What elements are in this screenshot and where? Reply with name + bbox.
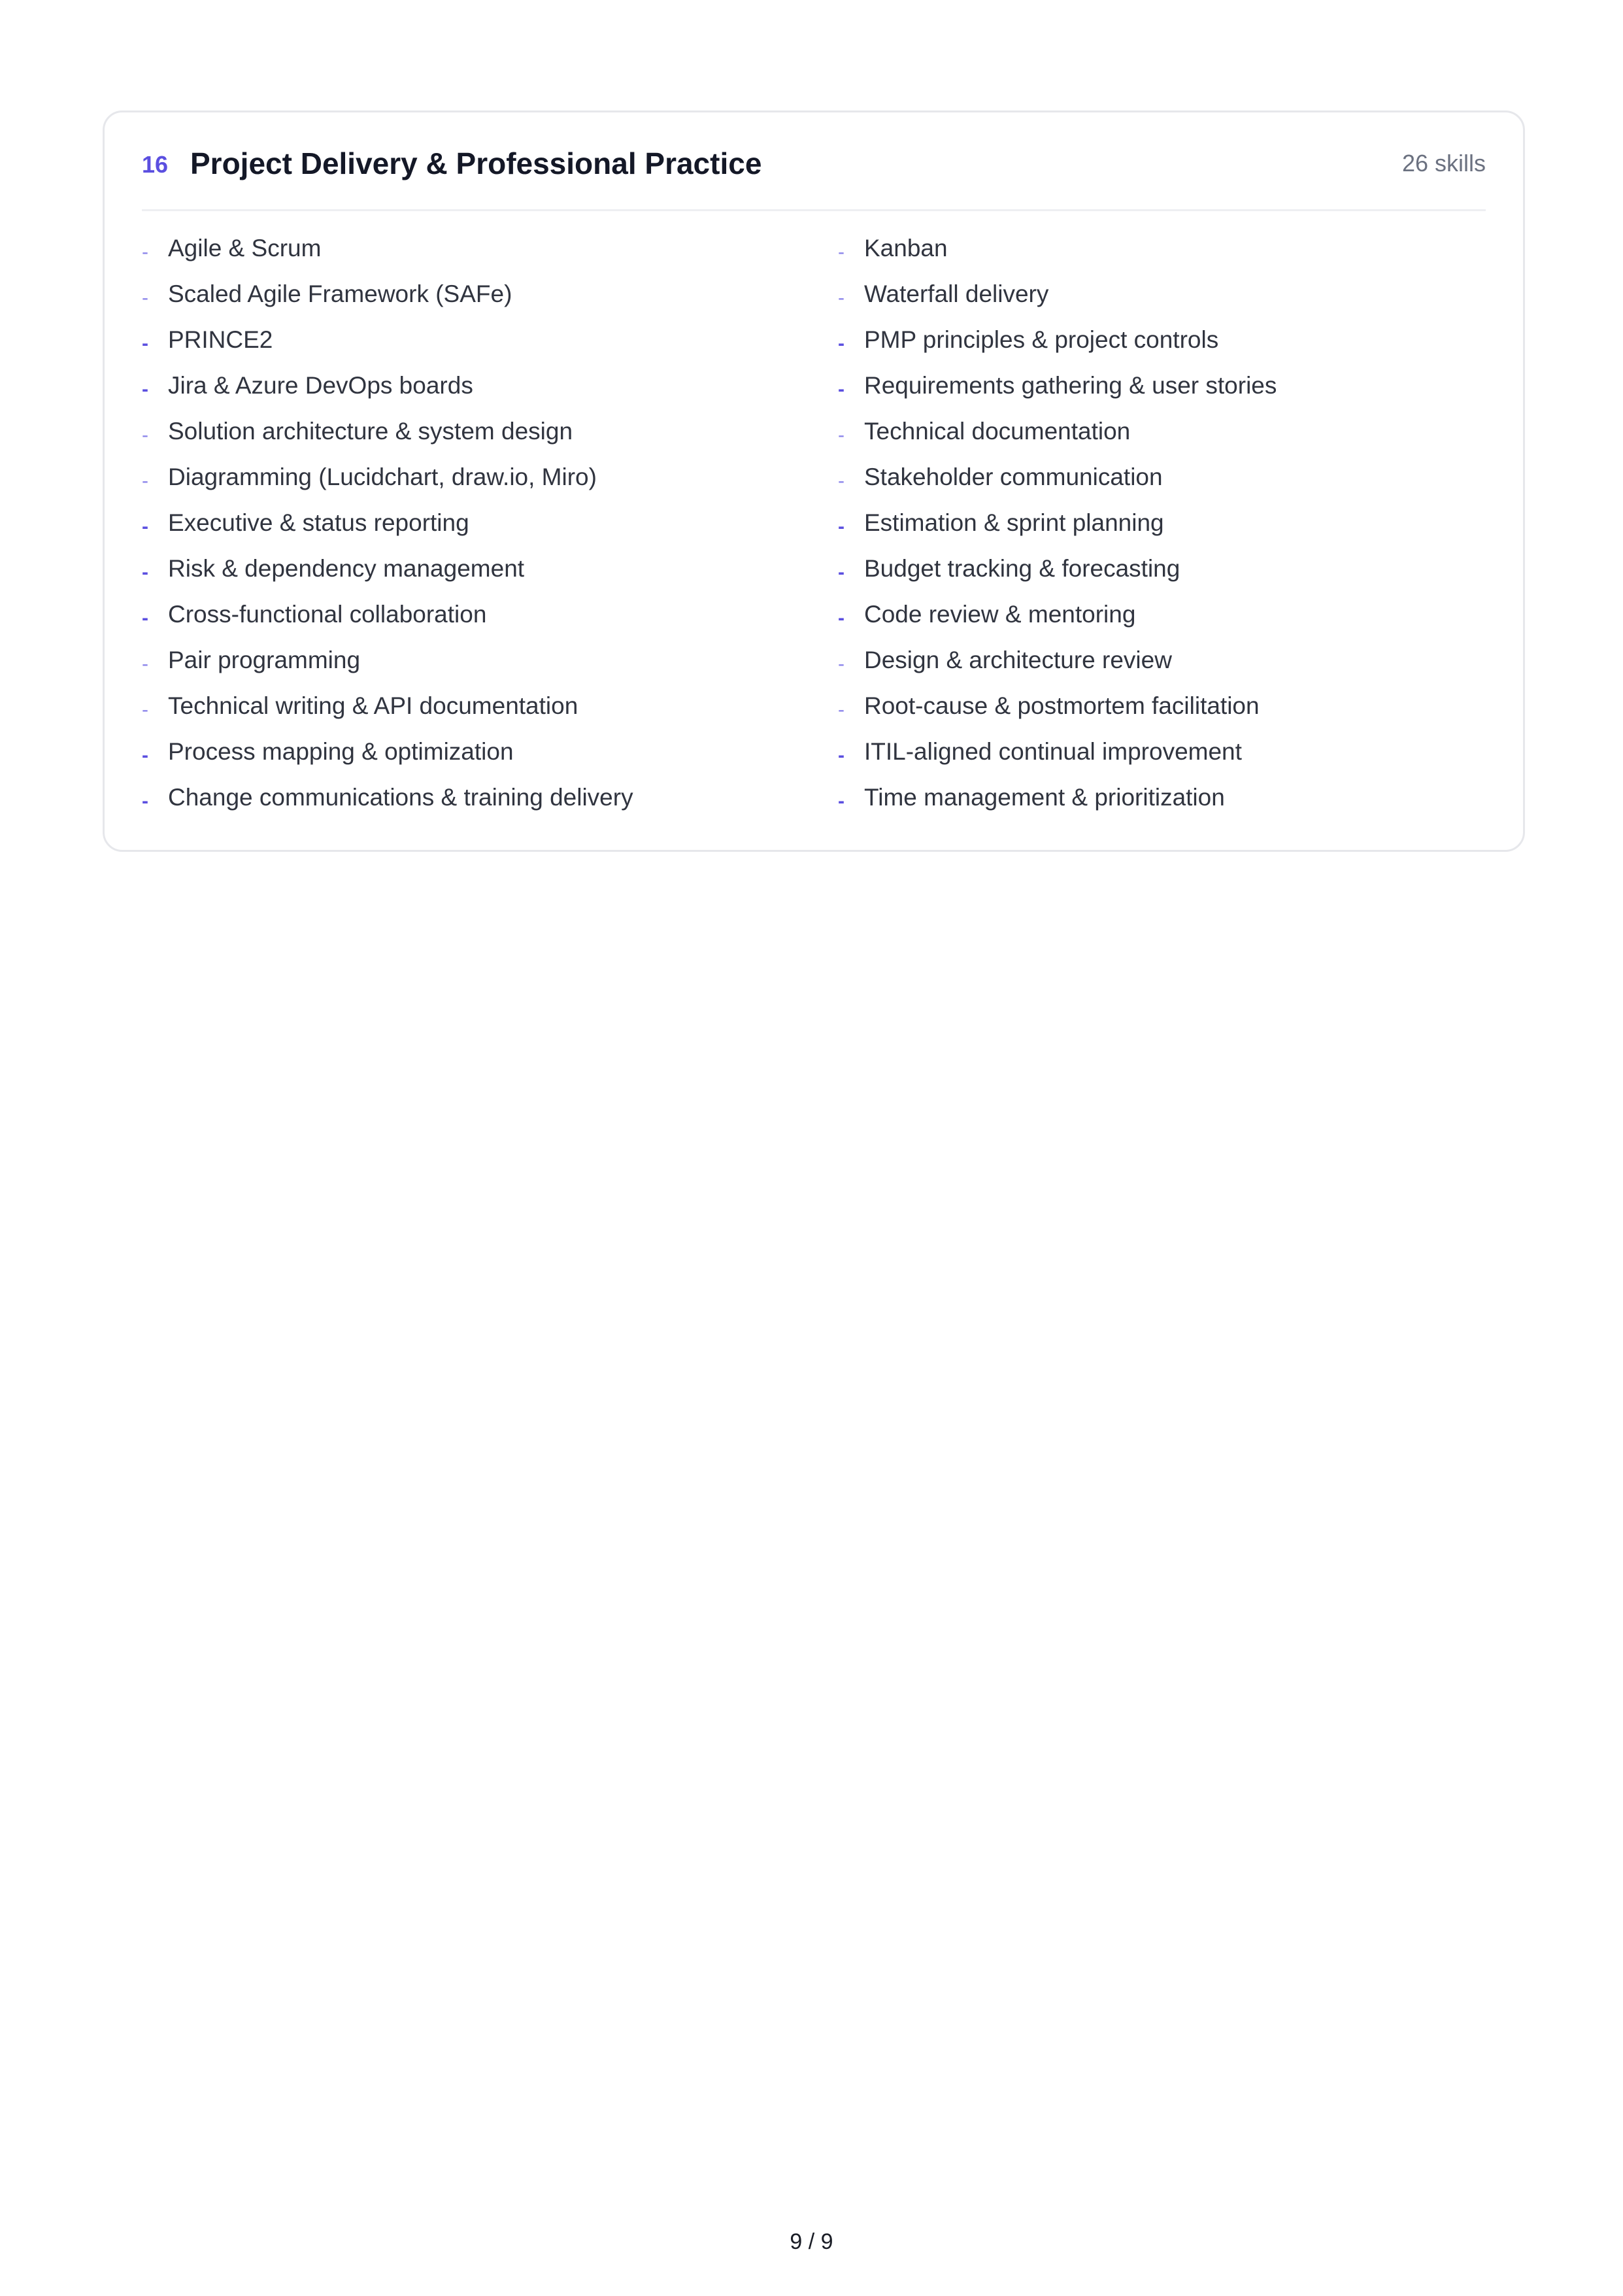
skill-label: PMP principles & project controls bbox=[864, 326, 1219, 353]
skill-count: 26 skills bbox=[1401, 150, 1486, 177]
skill-item bbox=[142, 417, 769, 463]
dash-bullet-icon: - bbox=[142, 333, 148, 354]
dash-bullet-icon: - bbox=[838, 379, 845, 400]
dash-bullet-icon: - bbox=[142, 745, 148, 766]
skill-item bbox=[142, 463, 769, 509]
skill-item bbox=[838, 509, 1465, 554]
skill-item bbox=[838, 280, 1465, 326]
dash-bullet-icon: - bbox=[142, 379, 148, 400]
skills-list-right bbox=[838, 234, 1465, 829]
skill-label: Code review & mentoring bbox=[864, 601, 1136, 628]
skill-item bbox=[838, 417, 1465, 463]
dash-bullet-icon: - bbox=[838, 333, 845, 354]
skill-label: Time management & prioritization bbox=[864, 784, 1225, 811]
dash-bullet-icon: - bbox=[142, 699, 148, 720]
skill-item bbox=[142, 737, 769, 783]
dash-bullet-icon: - bbox=[838, 470, 845, 492]
skill-item bbox=[142, 509, 769, 554]
skill-item bbox=[142, 326, 769, 371]
section-title: Project Delivery & Professional Practice bbox=[190, 146, 762, 180]
skill-label: Root-cause & postmortem facilitation bbox=[864, 692, 1260, 719]
dash-bullet-icon: - bbox=[142, 424, 148, 446]
skill-item bbox=[838, 326, 1465, 371]
skill-label: Cross-functional collaboration bbox=[168, 601, 487, 628]
skill-label: Executive & status reporting bbox=[168, 509, 469, 536]
dash-bullet-icon: - bbox=[838, 516, 845, 537]
skill-item bbox=[838, 600, 1465, 646]
dash-bullet-icon: - bbox=[142, 470, 148, 492]
skill-label: Requirements gathering & user stories bbox=[864, 372, 1277, 399]
skill-label: Diagramming (Lucidchart, draw.io, Miro) bbox=[168, 464, 597, 490]
dash-bullet-icon: - bbox=[142, 790, 148, 812]
skill-item bbox=[838, 371, 1465, 417]
skill-item bbox=[142, 646, 769, 692]
dash-bullet-icon: - bbox=[838, 562, 845, 583]
dash-bullet-icon: - bbox=[142, 241, 148, 263]
skill-label: Stakeholder communication bbox=[864, 464, 1163, 490]
skill-item bbox=[142, 371, 769, 417]
skill-item bbox=[838, 692, 1465, 737]
skill-item bbox=[838, 646, 1465, 692]
skill-item bbox=[142, 234, 769, 280]
skill-item bbox=[142, 554, 769, 600]
skill-label: Kanban bbox=[864, 235, 948, 262]
section-number: 16 bbox=[142, 151, 169, 178]
dash-bullet-icon: - bbox=[838, 424, 845, 446]
skill-item bbox=[838, 783, 1465, 829]
skill-label: Jira & Azure DevOps boards bbox=[168, 372, 473, 399]
skill-item bbox=[142, 692, 769, 737]
skill-item bbox=[838, 463, 1465, 509]
dash-bullet-icon: - bbox=[838, 699, 845, 720]
dash-bullet-icon: - bbox=[838, 653, 845, 675]
skill-label: Technical documentation bbox=[864, 418, 1131, 445]
skill-label: Scaled Agile Framework (SAFe) bbox=[168, 280, 512, 307]
dash-bullet-icon: - bbox=[838, 790, 845, 812]
skill-item bbox=[838, 554, 1465, 600]
skill-item bbox=[142, 600, 769, 646]
skill-label: Change communications & training delivery bbox=[168, 784, 633, 811]
dash-bullet-icon: - bbox=[838, 287, 845, 309]
skill-item bbox=[838, 234, 1465, 280]
dash-bullet-icon: - bbox=[838, 241, 845, 263]
skill-item bbox=[838, 737, 1465, 783]
skill-label: Risk & dependency management bbox=[168, 555, 525, 582]
skill-label: Budget tracking & forecasting bbox=[864, 555, 1180, 582]
skill-label: PRINCE2 bbox=[168, 326, 273, 353]
section-header bbox=[142, 112, 1486, 211]
dash-bullet-icon: - bbox=[142, 607, 148, 629]
skill-label: Solution architecture & system design bbox=[168, 418, 573, 445]
skills-list-left bbox=[142, 234, 769, 829]
skill-item bbox=[142, 783, 769, 829]
skill-label: Design & architecture review bbox=[864, 647, 1172, 673]
page-number: 9 / 9 bbox=[790, 2229, 833, 2254]
skills-section-card bbox=[103, 110, 1525, 852]
dash-bullet-icon: - bbox=[838, 745, 845, 766]
dash-bullet-icon: - bbox=[142, 516, 148, 537]
skill-label: Agile & Scrum bbox=[168, 235, 322, 262]
skill-label: Process mapping & optimization bbox=[168, 738, 514, 765]
skill-label: Pair programming bbox=[168, 647, 361, 673]
dash-bullet-icon: - bbox=[142, 287, 148, 309]
skill-label: ITIL-aligned continual improvement bbox=[864, 738, 1242, 765]
dash-bullet-icon: - bbox=[142, 653, 148, 675]
skill-label: Waterfall delivery bbox=[864, 280, 1049, 307]
skill-item bbox=[142, 280, 769, 326]
dash-bullet-icon: - bbox=[838, 607, 845, 629]
skill-label: Technical writing & API documentation bbox=[168, 692, 578, 719]
skill-label: Estimation & sprint planning bbox=[864, 509, 1164, 536]
dash-bullet-icon: - bbox=[142, 562, 148, 583]
